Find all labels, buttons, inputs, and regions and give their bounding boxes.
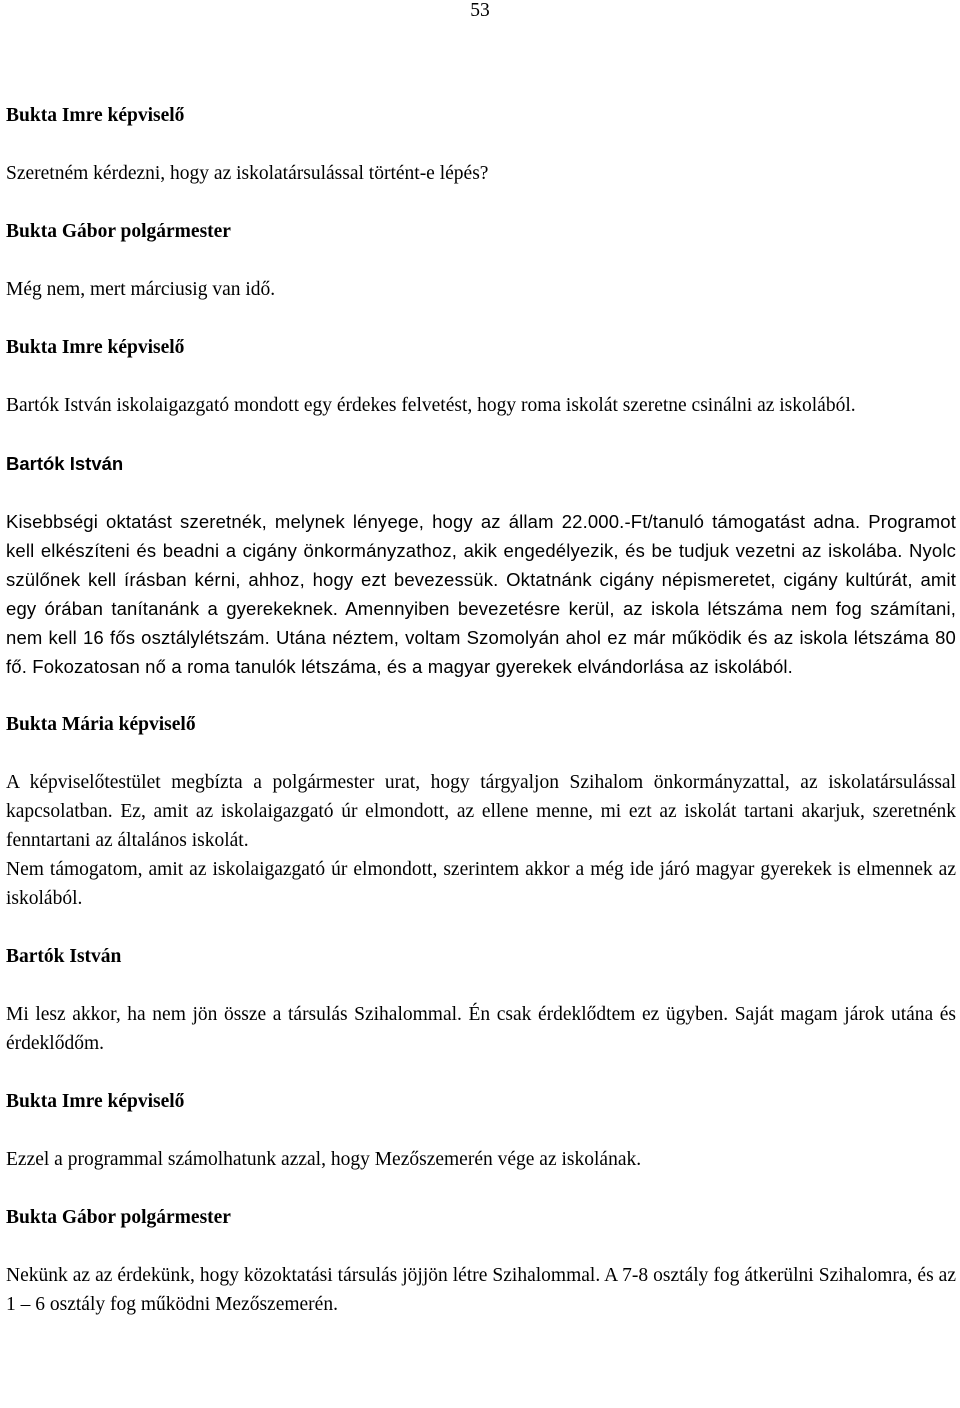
speech-block <box>6 217 956 304</box>
speech-block <box>6 1203 956 1319</box>
speech-block <box>6 449 956 681</box>
speech-text: Mi lesz akkor, ha nem jön össze a társulás Szihalommal. Én csak érdeklődtem ez ügyben. Saját magam járok utána és érdeklődőm. <box>6 1004 956 1054</box>
speech-block <box>6 710 956 913</box>
speech-text: Nem támogatom, amit az iskolaigazgató úr elmondott, szerintem akkor a még ide járó magyar gyerekek is elmennek az iskolából. <box>6 859 956 909</box>
speech-block <box>6 942 956 1058</box>
minutes-body <box>6 101 956 1348</box>
speech-text: Ezzel a programmal számolhatunk azzal, hogy Mezőszemerén vége az iskolának. <box>6 1149 642 1170</box>
speaker-name: Bukta Gábor polgármester <box>6 221 231 242</box>
speech-text: Szeretném kérdezni, hogy az iskolatársulással történt-e lépés? <box>6 163 489 184</box>
speech-block <box>6 101 956 188</box>
speech-text: Kisebbségi oktatást szeretnék, melynek lényege, hogy az állam 22.000.-Ft/tanuló támogatást adna. Programot kell elkészíteni és beadni a cigány önkormányzathoz, akik engedélyezik, és be tudjuk vezetni az iskolába. Nyolc szülőnek kell írásban kérni, ahhoz, hogy ezt bevezessük. Oktatnánk cigány népismeretet, cigány kultúrát, amit egy órában tanítanánk a gyerekeknek. Amennyiben bevezetésre kerül, az iskola létszáma nem fog számítani, nem kell 16 fős osztálylétszám. Utána néztem, voltam Szomolyán ahol ez már működik és az iskola létszáma 80 fő. Fokozatosan nő a roma tanulók létszáma, és a magyar gyerekek elvándorlása az iskolából. <box>6 511 956 677</box>
speaker-name: Bukta Imre képviselő <box>6 1091 185 1112</box>
speech-block <box>6 333 956 420</box>
speaker-name: Bukta Gábor polgármester <box>6 1207 231 1228</box>
speaker-name: Bukta Imre képviselő <box>6 337 185 358</box>
speech-text: A képviselőtestület megbízta a polgármester urat, hogy tárgyaljon Szihalom önkormányzattal, az iskolatársulással kapcsolatban. Ez, amit az iskolaigazgató úr elmondott, az ellene menne, mi ezt az iskolát tartani akarjuk, szeretnénk fenntartani az általános iskolát. <box>6 772 956 851</box>
speech-text: Bartók István iskolaigazgató mondott egy érdekes felvetést, hogy roma iskolát szeretne csinálni az iskolából. <box>6 395 856 416</box>
speech-block <box>6 1087 956 1174</box>
speaker-name: Bukta Mária képviselő <box>6 714 196 735</box>
speaker-name: Bartók István <box>6 453 124 474</box>
page-number: 53 <box>470 0 490 21</box>
speaker-name: Bartók István <box>6 946 122 967</box>
speech-text: Nekünk az az érdekünk, hogy közoktatási társulás jöjjön létre Szihalommal. A 7-8 osztály fog átkerülni Szihalomra, és az 1 – 6 osztály fog működni Mezőszemerén. <box>6 1265 956 1315</box>
speech-text: Még nem, mert márciusig van idő. <box>6 279 276 300</box>
speaker-name: Bukta Imre képviselő <box>6 105 185 126</box>
